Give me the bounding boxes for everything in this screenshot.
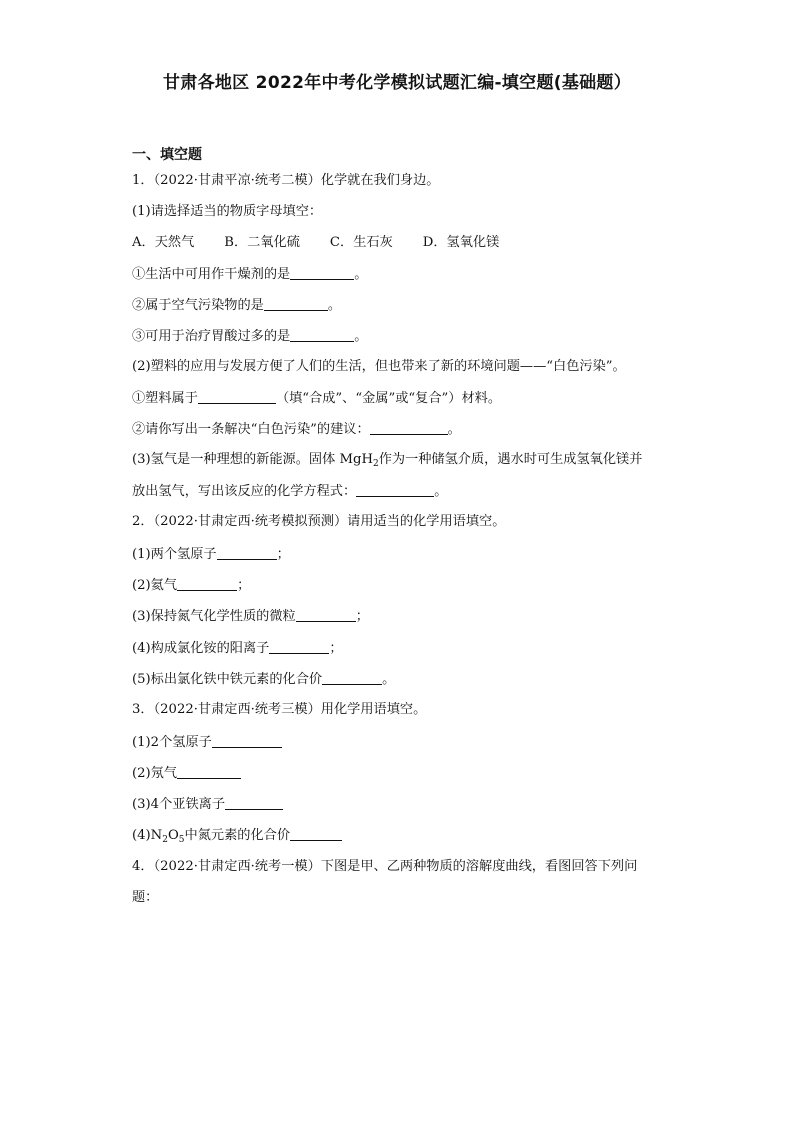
q2-item5: (5)标出氯化铁中铁元素的化合价 。 (132, 672, 396, 687)
answer-blank[interactable] (290, 826, 342, 841)
q1-stem: 1．（2022·甘肃平凉·统考二模）化学就在我们身边。 (132, 173, 440, 188)
q3-item2: (2)氖气 (132, 764, 241, 783)
answer-blank[interactable] (264, 296, 328, 311)
q1-option-a: A．天然气 (132, 235, 195, 250)
answer-blank[interactable] (212, 733, 282, 748)
q2-item4: (4)构成氯化铵的阳离子 ； (132, 641, 343, 656)
answer-blank[interactable] (225, 795, 283, 810)
q1-option-c: C．生石灰 (329, 235, 393, 250)
q1-sub1: ①生活中可用作干燥剂的是 。 (132, 267, 368, 282)
document-title: 甘肃各地区 2022年中考化学模拟试题汇编-填空题(基础题） (162, 73, 632, 93)
q1-sub3: ③可用于治疗胃酸过多的是 。 (132, 329, 368, 344)
q1-options (132, 234, 529, 252)
answer-blank[interactable] (177, 764, 241, 779)
q2-item2: (2)氦气 ； (132, 578, 251, 593)
answer-blank[interactable] (322, 670, 382, 685)
q1-option-d: D．氢氧化镁 (422, 235, 500, 250)
section-heading: 一、填空题 (132, 147, 202, 163)
answer-blank[interactable] (290, 265, 354, 280)
q1-part2a: ①塑料属于 （填“合成”、“金属”或“复合”）材料。 (132, 391, 502, 406)
q3-item1: (1)2个氢原子 (132, 733, 282, 752)
q1-sub2: ②属于空气污染物的是 。 (132, 298, 342, 313)
q3-item3: (3)4个亚铁离子 (132, 795, 283, 814)
answer-blank[interactable] (198, 389, 276, 404)
answer-blank[interactable] (356, 482, 434, 497)
answer-blank[interactable] (370, 420, 448, 435)
q1-option-b: B．二氧化硫 (224, 235, 300, 250)
q2-item1: (1)两个氢原子 ； (132, 547, 290, 562)
q2-stem: 2．（2022·甘肃定西·统考模拟预测）请用适当的化学用语填空。 (132, 514, 506, 529)
q1-part2b: ②请你写出一条解决“白色污染”的建议： 。 (132, 422, 461, 437)
q1-part2: (2)塑料的应用与发展方便了人们的生活，但也带来了新的环境问题——“白色污染”。 (132, 359, 626, 374)
answer-blank[interactable] (177, 576, 237, 591)
q1-part3-line1: (3)氢气是一种理想的新能源。固体 MgH$_2$作为一种储氢介质，遇水时可生成氢氧化镁并 (132, 452, 643, 469)
q1-part3-line2: 放出氢气，写出该反应的化学方程式： 。 (132, 484, 448, 499)
q3-item4: $(4)N_2O_5$中氮元素的化合价 (132, 826, 342, 849)
q2-item3: (3)保持氮气化学性质的微粒 ； (132, 609, 369, 624)
q4-stem-line1: 4．（2022·甘肃定西·统考一模）下图是甲、乙两种物质的溶解度曲线，看图回答下列问 (132, 859, 638, 874)
answer-blank[interactable] (290, 327, 354, 342)
answer-blank[interactable] (269, 639, 329, 654)
q3-stem: 3．（2022·甘肃定西·统考三模）用化学用语填空。 (132, 702, 427, 717)
q1-part1: (1)请选择适当的物质字母填空： (132, 204, 323, 219)
q4-stem-line2: 题： (132, 890, 159, 905)
answer-blank[interactable] (296, 607, 356, 622)
answer-blank[interactable] (217, 545, 277, 560)
